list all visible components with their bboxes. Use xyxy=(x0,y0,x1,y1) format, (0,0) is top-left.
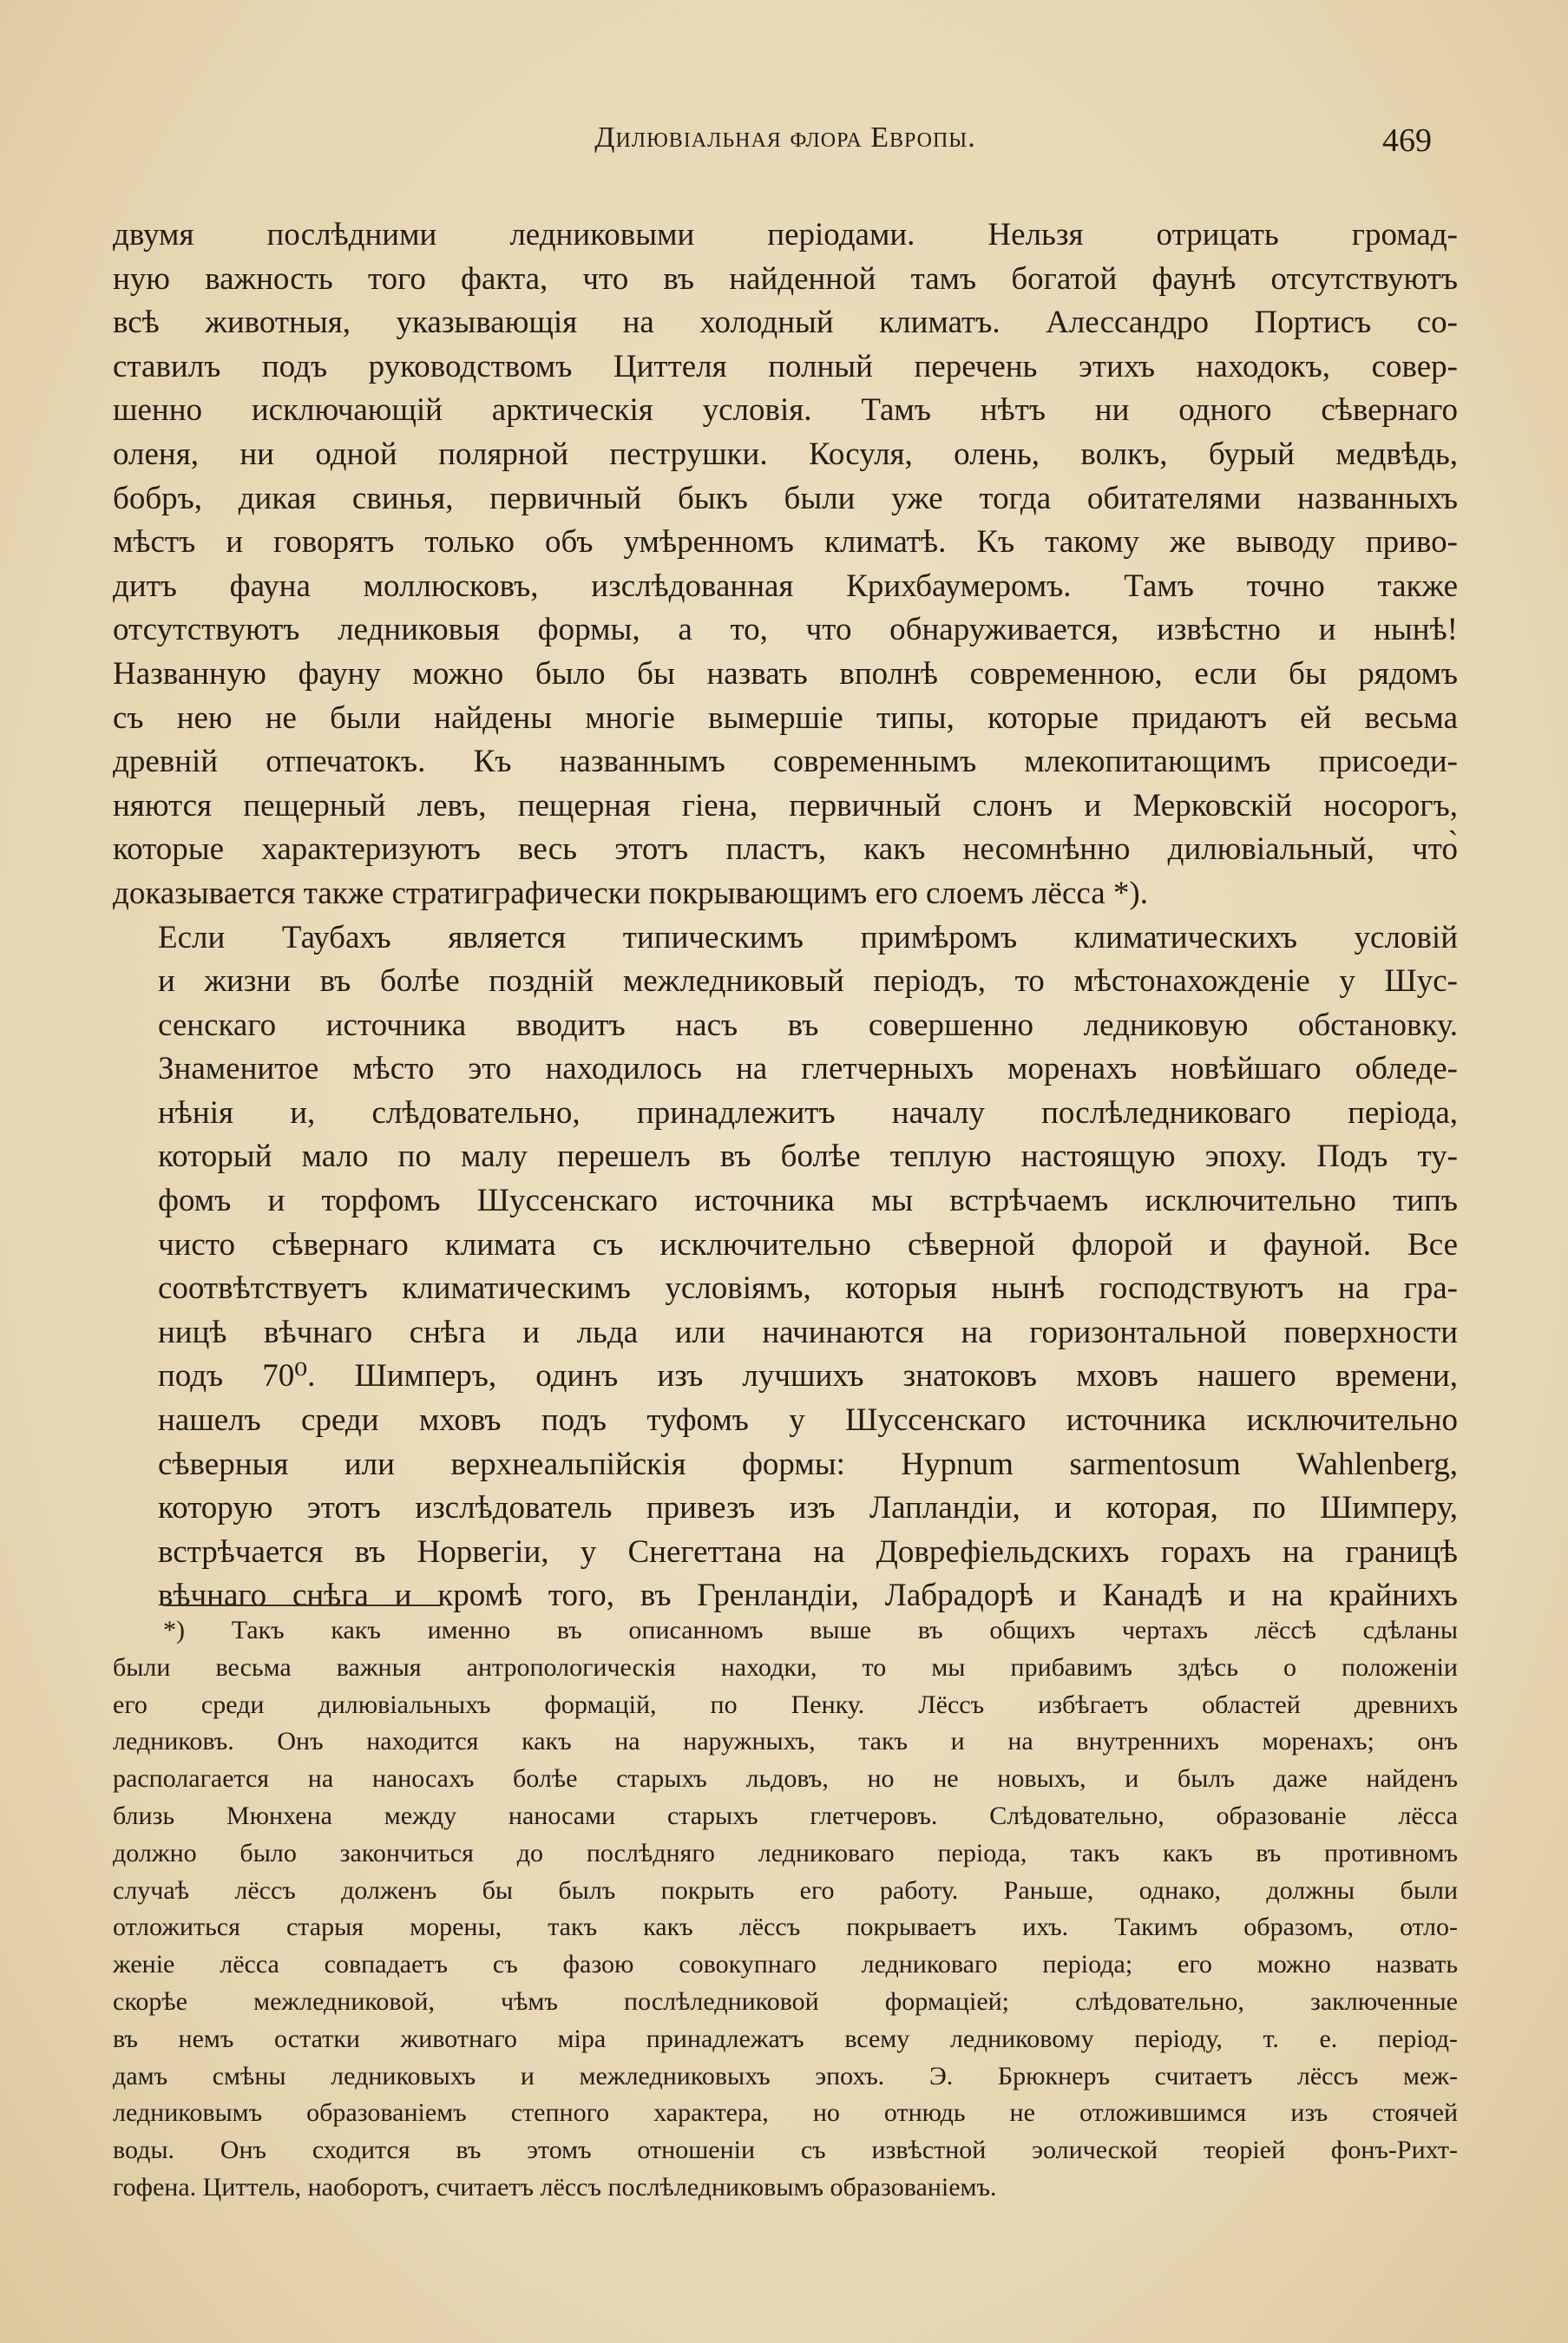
text-line: нашелъ среди мховъ подъ туфомъ у Шуссенскаго источника исключительно xyxy=(158,1402,1458,1439)
text-line: няются пещерный левъ, пещерная гіена, первичный слонъ и Мерковскій носорогъ, xyxy=(113,787,1458,824)
text-line: двумя послѣдними ледниковыми періодами. Нельзя отрицать громад- xyxy=(113,217,1458,253)
text-line: мѣстъ и говорятъ только объ умѣренномъ климатѣ. Къ такому же выводу приво- xyxy=(113,524,1458,561)
running-head: Дилювіальная флора Европы. xyxy=(594,121,976,154)
text-line: древній отпечатокъ. Къ названнымъ современнымъ млекопитающимъ присоеди- xyxy=(113,744,1458,780)
text-line: и жизни въ болѣе поздній межледниковый періодъ, то мѣстонахожденіе у Шус- xyxy=(158,963,1458,1000)
footnote-line: *) Такъ какъ именно въ описанномъ выше въ общихъ чертахъ лёссѣ сдѣланы xyxy=(163,1616,1458,1644)
text-line: ную важность того факта, что въ найденной тамъ богатой фаунѣ отсутствуютъ xyxy=(113,260,1458,297)
footnote-line: воды. Онъ сходится въ этомъ отношеніи съ извѣстной эолической теоріей фонъ-Рихт- xyxy=(113,2136,1458,2165)
text-line: Названную фауну можно было бы назвать вполнѣ современною, если бы рядомъ xyxy=(113,655,1458,692)
text-line: сѣверныя или верхнеальпійскія формы: Hypnum sarmentosum Wahlenberg, xyxy=(158,1446,1458,1482)
footnote-line: въ немъ остатки животнаго міра принадлежатъ всему ледниковому періоду, т. е. період- xyxy=(113,2024,1458,2053)
text-line: соотвѣтствуетъ климатическимъ условіямъ, которыя нынѣ господствуютъ на гра- xyxy=(158,1270,1458,1307)
text-line: сенскаго источника вводитъ насъ въ совершенно ледниковую обстановку. xyxy=(158,1007,1458,1043)
text-line: фомъ и торфомъ Шуссенскаго источника мы встрѣчаемъ исключительно типъ xyxy=(158,1183,1458,1219)
footnote-line: ледниковъ. Онъ находится какъ на наружныхъ, такъ и на внутреннихъ моренахъ; онъ xyxy=(113,1727,1458,1756)
text-line: чисто сѣвернаго климата съ исключительно сѣверной флорой и фауной. Все xyxy=(158,1226,1458,1263)
footnote-line: его среди дилювіальныхъ формацій, по Пенку. Лёссъ избѣгаетъ областей древнихъ xyxy=(113,1690,1458,1719)
footnote-line: женіе лёсса совпадаетъ съ фазою совокупнаго ледниковаго періода; его можно назвать xyxy=(113,1950,1458,1979)
footnote-line: были весьма важныя антропологическія находки, то мы прибавимъ здѣсь о положеніи xyxy=(113,1652,1458,1682)
footnote-line: скорѣе межледниковой, чѣмъ послѣледниковой формаціей; слѣдовательно, заключенные xyxy=(113,1986,1458,2016)
footnote-line: располагается на наносахъ болѣе старыхъ льдовъ, но не новыхъ, и былъ даже найденъ xyxy=(113,1764,1458,1794)
page-header xyxy=(113,121,1458,174)
text-line: дитъ фауна моллюсковъ, изслѣдованная Крихбаумеромъ. Тамъ точно также xyxy=(113,568,1458,604)
text-line: подъ 70⁰. Шимперъ, одинъ изъ лучшихъ знатоковъ мховъ нашего времени, xyxy=(158,1358,1458,1395)
footnote-line: ледниковымъ образованіемъ степного характера, но отнюдь не отложившимся изъ стоячей xyxy=(113,2098,1458,2128)
text-line: отсутствуютъ ледниковыя формы, а то, что обнаруживается, извѣстно и нынѣ! xyxy=(113,612,1458,648)
footnote xyxy=(113,1612,1458,2207)
text-line: встрѣчается въ Норвегіи, у Снегеттана на Доврефіельдскихъ горахъ на границѣ xyxy=(158,1533,1458,1570)
text-line: доказывается также стратиграфически покрывающимъ его слоемъ лёсса *). xyxy=(113,875,1148,911)
text-line: Знаменитое мѣсто это находилось на глетчерныхъ моренахъ новѣйшаго обледе- xyxy=(158,1051,1458,1087)
text-line: съ нею не были найдены многіе вымершіе типы, которые придаютъ ей весьма xyxy=(113,699,1458,736)
text-line: ницѣ вѣчнаго снѣга и льда или начинаются на горизонтальной поверхности xyxy=(158,1314,1458,1350)
footnote-line: должно было закончиться до послѣдняго ледниковаго періода, такъ какъ въ противномъ xyxy=(113,1838,1458,1867)
text-line: Если Таубахъ является типическимъ примѣромъ климатическихъ условій xyxy=(158,919,1458,955)
text-line: который мало по малу перешелъ въ болѣе теплую настоящую эпоху. Подъ ту- xyxy=(158,1139,1458,1175)
footnote-line: гофена. Циттель, наоборотъ, считаетъ лёссъ послѣледниковымъ образованіемъ. xyxy=(113,2172,997,2202)
page-number: 469 xyxy=(1382,122,1432,159)
main-text xyxy=(113,213,1458,1618)
text-line: бобръ, дикая свинья, первичный быкъ были уже тогда обитателями названныхъ xyxy=(113,480,1458,516)
text-line: оленя, ни одной полярной пеструшки. Косуля, олень, волкъ, бурый медвѣдь, xyxy=(113,436,1458,472)
footnote-line: случаѣ лёссъ долженъ бы былъ покрыть его работу. Раньше, однако, должны были xyxy=(113,1875,1458,1905)
footnote-divider xyxy=(163,1605,441,1606)
footnote-line: дамъ смѣны ледниковыхъ и межледниковыхъ эпохъ. Э. Брюкнеръ считаетъ лёссъ меж- xyxy=(113,2061,1458,2090)
footnote-line: отложиться старыя морены, такъ какъ лёссъ покрываетъ ихъ. Такимъ образомъ, отло- xyxy=(113,1913,1458,1942)
text-line: которую этотъ изслѣдователь привезъ изъ Лапландіи, и которая, по Шимперу, xyxy=(158,1490,1458,1526)
text-line: шенно исключающій арктическія условія. Тамъ нѣтъ ни одного сѣвернаго xyxy=(113,392,1458,429)
text-line: ставилъ подъ руководствомъ Циттеля полный перечень этихъ находокъ, совер- xyxy=(113,348,1458,384)
text-line: которые характеризуютъ весь этотъ пластъ, какъ несомнѣнно дилювіальный, что̀ xyxy=(113,831,1458,868)
paragraph-1 xyxy=(113,213,1458,916)
footnote-line: близь Мюнхена между наносами старыхъ глетчеровъ. Слѣдовательно, образованіе лёсса xyxy=(113,1801,1458,1830)
text-line: нѣнія и, слѣдовательно, принадлежитъ началу послѣледниковаго періода, xyxy=(158,1094,1458,1131)
text-line: всѣ животныя, указывающія на холодный климатъ. Алессандро Портисъ со- xyxy=(113,305,1458,341)
paragraph-2 xyxy=(113,916,1458,1619)
text-line: вѣчнаго снѣга и кромѣ того, въ Гренландіи, Лабрадорѣ и Канадѣ и на крайнихъ xyxy=(158,1578,1458,1614)
